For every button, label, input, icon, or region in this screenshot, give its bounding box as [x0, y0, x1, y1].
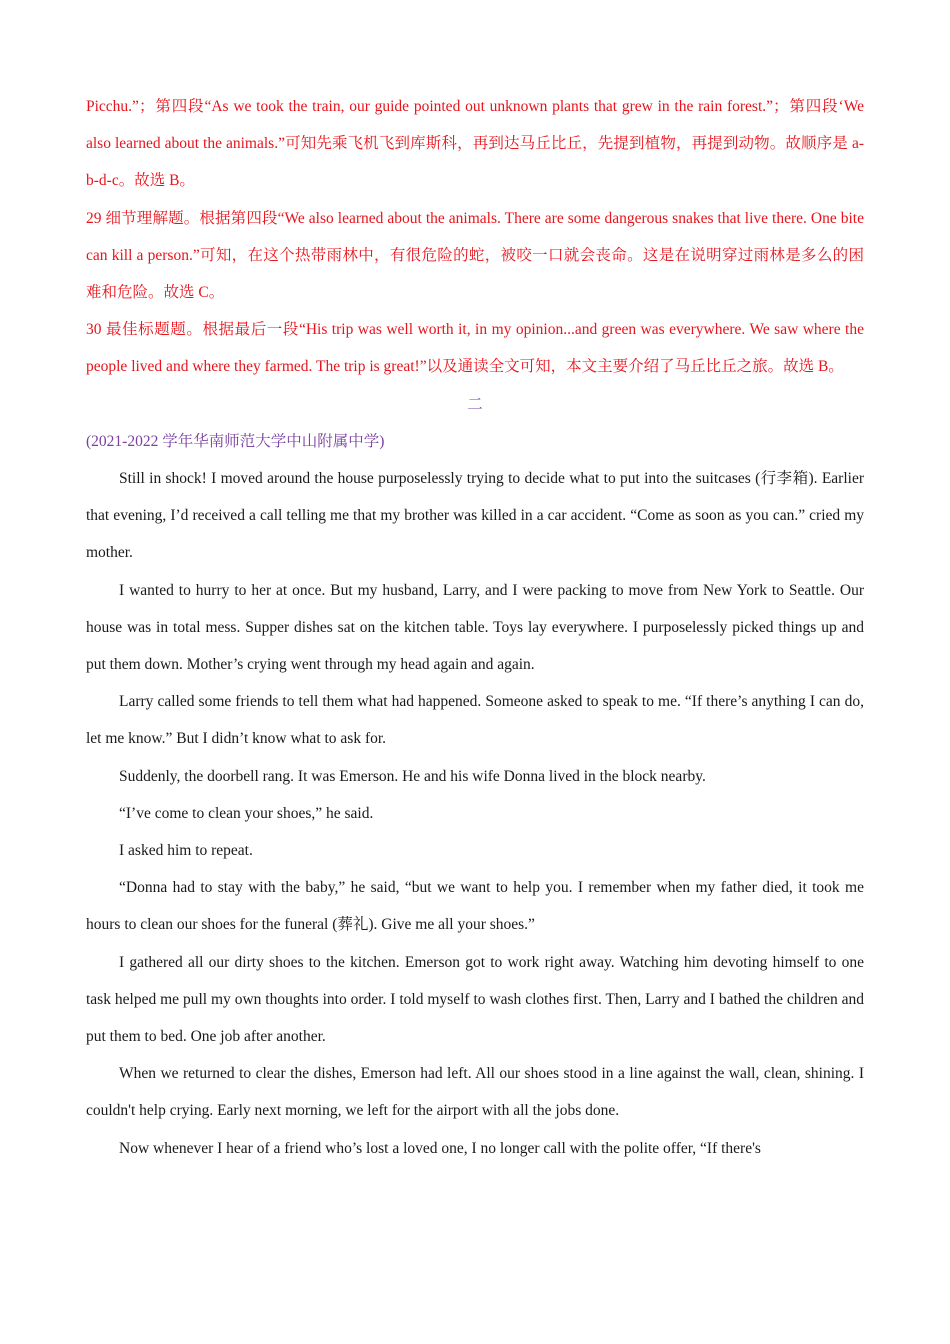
passage-paragraph: Still in shock! I moved around the house purposelessly trying to decide what to put into the suitcases (行李箱). Earlier that evening, I’d received a call telling me that my brother was killed in a car accident. “Come as soon as you can.” cried my mother. — [86, 470, 864, 562]
passage-paragraph: Now whenever I hear of a friend who’s lost a loved one, I no longer call with the polite offer, “If there's — [119, 1139, 761, 1157]
section-source: (2021-2022 学年华南师范大学中山附属中学) — [86, 432, 385, 450]
analysis-q29: 29 细节理解题。根据第四段“We also learned about the animals. There are some dangerous snakes that live there. One bite can kill a person.”可知，在这个热带雨林中，有很危险的蛇，被咬一口就会丧命。这是在说明穿过雨林是多么的困难和危险。故选 C。 — [86, 209, 864, 302]
passage-paragraph: “Donna had to stay with the baby,” he said, “but we want to help you. I remember when my father died, it took me hours to clean our shoes for the funeral (葬礼). Give me all your shoes.” — [86, 879, 864, 934]
passage-paragraph: I gathered all our dirty shoes to the kitchen. Emerson got to work right away. Watching him devoting himself to one task helped me pull my own thoughts into order. I told myself to wash clothes first. Then, Larry and I bathed the children and put them to bed. One job after another. — [86, 953, 864, 1046]
analysis-q30: 30 最佳标题题。根据最后一段“His trip was well worth it, in my opinion...and green was everywhere. We saw where the people lived and where they farmed. The trip is great!”以及通读全文可知，本文主要介绍了马丘比丘之旅。故选 B。 — [86, 321, 864, 376]
passage-paragraph: I wanted to hurry to her at once. But my husband, Larry, and I were packing to move from New York to Seattle. Our house was in total mess. Supper dishes sat on the kitchen table. Toys lay everywhere. I purposelessly picked things up and put them down. Mother’s crying went through my head again and again. — [86, 581, 864, 674]
passage-paragraph: Larry called some friends to tell them what had happened. Someone asked to speak to me. “If there’s anything I can do, let me know.” But I didn’t know what to ask for. — [86, 693, 864, 748]
passage-paragraph: “I’ve come to clean your shoes,” he said. — [119, 804, 374, 822]
passage-paragraph: I asked him to repeat. — [119, 842, 253, 860]
section-number: 二 — [467, 395, 483, 413]
passage-paragraph: Suddenly, the doorbell rang. It was Emerson. He and his wife Donna lived in the block nearby. — [119, 767, 706, 785]
analysis-q28-tail: Picchu.”；第四段“As we took the train, our guide pointed out unknown plants that grew in the rain forest.”；第四段‘We also learned about the animals.”可知先乘飞机飞到库斯科，再到达马丘比丘，先提到植物，再提到动物。故顺序是 a-b-d-c。故选 B。 — [86, 98, 864, 190]
passage-paragraph: When we returned to clear the dishes, Emerson had left. All our shoes stood in a line against the wall, clean, shining. I couldn't help crying. Early next morning, we left for the airport with all the jobs done. — [86, 1065, 864, 1120]
document-page — [86, 88, 864, 1167]
